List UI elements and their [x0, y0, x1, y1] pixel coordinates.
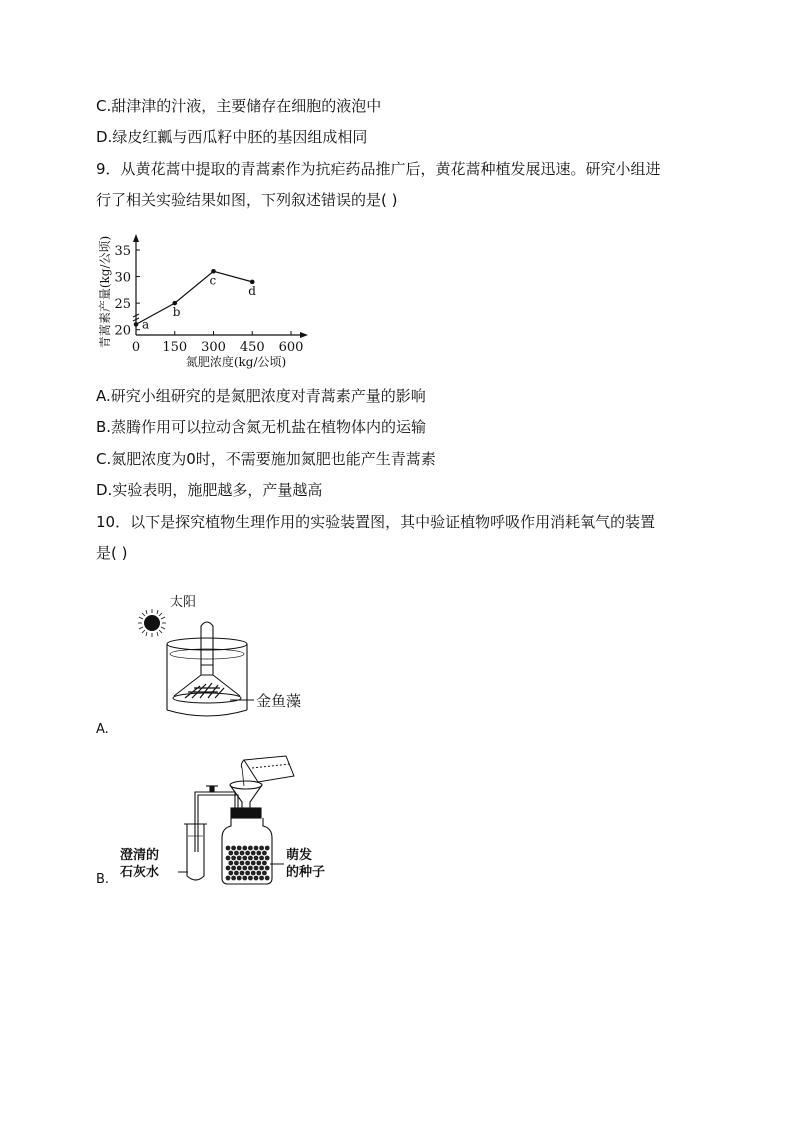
- seed-label-line1: 萌发: [286, 848, 313, 863]
- funnel: [173, 665, 241, 703]
- x-tick-label: 300: [201, 340, 226, 355]
- seed: [259, 846, 264, 851]
- seed: [228, 861, 233, 866]
- seed: [262, 871, 267, 876]
- tube-label-line1: 澄清的: [120, 848, 160, 863]
- seed: [262, 861, 267, 866]
- seed: [242, 856, 247, 861]
- q10-stem-line2: 是( ): [96, 544, 128, 562]
- plant-icon: [185, 683, 224, 698]
- seed-label-line2: 的种子: [286, 865, 326, 880]
- seed: [237, 846, 242, 851]
- q9-stem-line1: 9．从黄花蒿中提取的青蒿素作为抗疟药品推广后，黄花蒿种植发展迅速。研究小组进: [96, 160, 661, 178]
- series-line: [136, 271, 252, 324]
- x-tick-label: 0: [131, 340, 141, 355]
- seed: [226, 846, 231, 851]
- option-b-label: B.: [96, 872, 110, 887]
- seed: [256, 871, 261, 876]
- seed: [259, 866, 264, 871]
- seed: [256, 851, 261, 856]
- point-label: a: [142, 317, 150, 332]
- seed: [231, 856, 236, 861]
- seed: [245, 871, 250, 876]
- seed: [226, 866, 231, 871]
- figure-b-apparatus: [90, 752, 350, 892]
- seed: [254, 846, 259, 851]
- seed: [226, 876, 231, 881]
- seed: [248, 856, 253, 861]
- seed: [231, 876, 236, 881]
- y-axis-label: 青蒿素产量(kg/公顷): [98, 235, 112, 349]
- seed: [251, 851, 256, 856]
- seed: [256, 861, 261, 866]
- q8-option-c: C.甜津津的汁液，主要储存在细胞的液泡中: [96, 97, 382, 115]
- sun-label: 太阳: [170, 595, 197, 610]
- seed: [226, 856, 231, 861]
- plant-label: 金鱼藻: [256, 692, 302, 710]
- q9-option-d: D.实验表明，施肥越多，产量越高: [96, 481, 323, 499]
- q9-stem-line2: 行了相关实验结果如图，下列叙述错误的是( ): [96, 191, 398, 209]
- seed: [245, 861, 250, 866]
- x-tick-label: 600: [278, 340, 304, 355]
- x-tick-label: 150: [162, 340, 188, 355]
- seed: [242, 866, 247, 871]
- y-tick-label: 35: [114, 244, 131, 259]
- tube-label-line2: 石灰水: [120, 865, 160, 880]
- seed: [254, 866, 259, 871]
- seed: [248, 866, 253, 871]
- seed: [265, 856, 270, 861]
- y-tick-label: 30: [114, 270, 131, 286]
- figure-a-apparatus: [90, 588, 330, 738]
- seed: [228, 871, 233, 876]
- seed: [234, 861, 239, 866]
- q9-option-a: A.研究小组研究的是氮肥浓度对青蒿素产量的影响: [96, 387, 426, 405]
- seed: [254, 856, 259, 861]
- point-label: b: [172, 305, 181, 320]
- q9-line-chart: [96, 224, 316, 374]
- point-label: c: [209, 273, 217, 288]
- seed: [248, 846, 253, 851]
- seed: [237, 856, 242, 861]
- data-point: [134, 322, 139, 327]
- test-tube: [201, 622, 213, 674]
- seed: [228, 851, 233, 856]
- q10-stem-line1: 10．以下是探究植物生理作用的实验装置图，其中验证植物呼吸作用消耗氧气的装置: [96, 513, 656, 531]
- x-axis-arrow: [300, 332, 308, 338]
- seed: [242, 876, 247, 881]
- q8-option-d: D.绿皮红瓤与西瓜籽中胚的基因组成相同: [96, 128, 368, 146]
- seeds-icon: [226, 846, 270, 881]
- seed: [259, 856, 264, 861]
- x-axis-label: 氮肥浓度(kg/公顷): [185, 355, 287, 369]
- q9-option-c: C.氮肥浓度为0时，不需要施加氮肥也能产生青蒿素: [96, 450, 436, 468]
- seed: [265, 846, 270, 851]
- seed: [251, 861, 256, 866]
- q9-option-b: B.蒸腾作用可以拉动含氮无机盐在植物体内的运输: [96, 418, 427, 436]
- y-tick-label: 25: [114, 297, 131, 313]
- y-tick-label: 20: [114, 323, 131, 339]
- seed: [254, 876, 259, 881]
- seed: [237, 866, 242, 871]
- seed: [248, 876, 253, 881]
- seed: [231, 866, 236, 871]
- y-axis-arrow: [133, 234, 139, 242]
- seed: [262, 851, 267, 856]
- seed: [245, 851, 250, 856]
- x-tick-label: 450: [239, 340, 265, 355]
- seed: [259, 876, 264, 881]
- seed: [237, 876, 242, 881]
- seed: [265, 866, 270, 871]
- beaker: [167, 638, 247, 716]
- seed: [265, 876, 270, 881]
- seed: [234, 851, 239, 856]
- seed: [231, 846, 236, 851]
- seed: [242, 846, 247, 851]
- seed: [240, 851, 245, 856]
- point-label: d: [248, 283, 256, 298]
- seed: [234, 871, 239, 876]
- seed: [251, 871, 256, 876]
- option-a-label: A.: [96, 722, 109, 737]
- seed: [240, 861, 245, 866]
- seed: [240, 871, 245, 876]
- sun-icon: [138, 609, 166, 637]
